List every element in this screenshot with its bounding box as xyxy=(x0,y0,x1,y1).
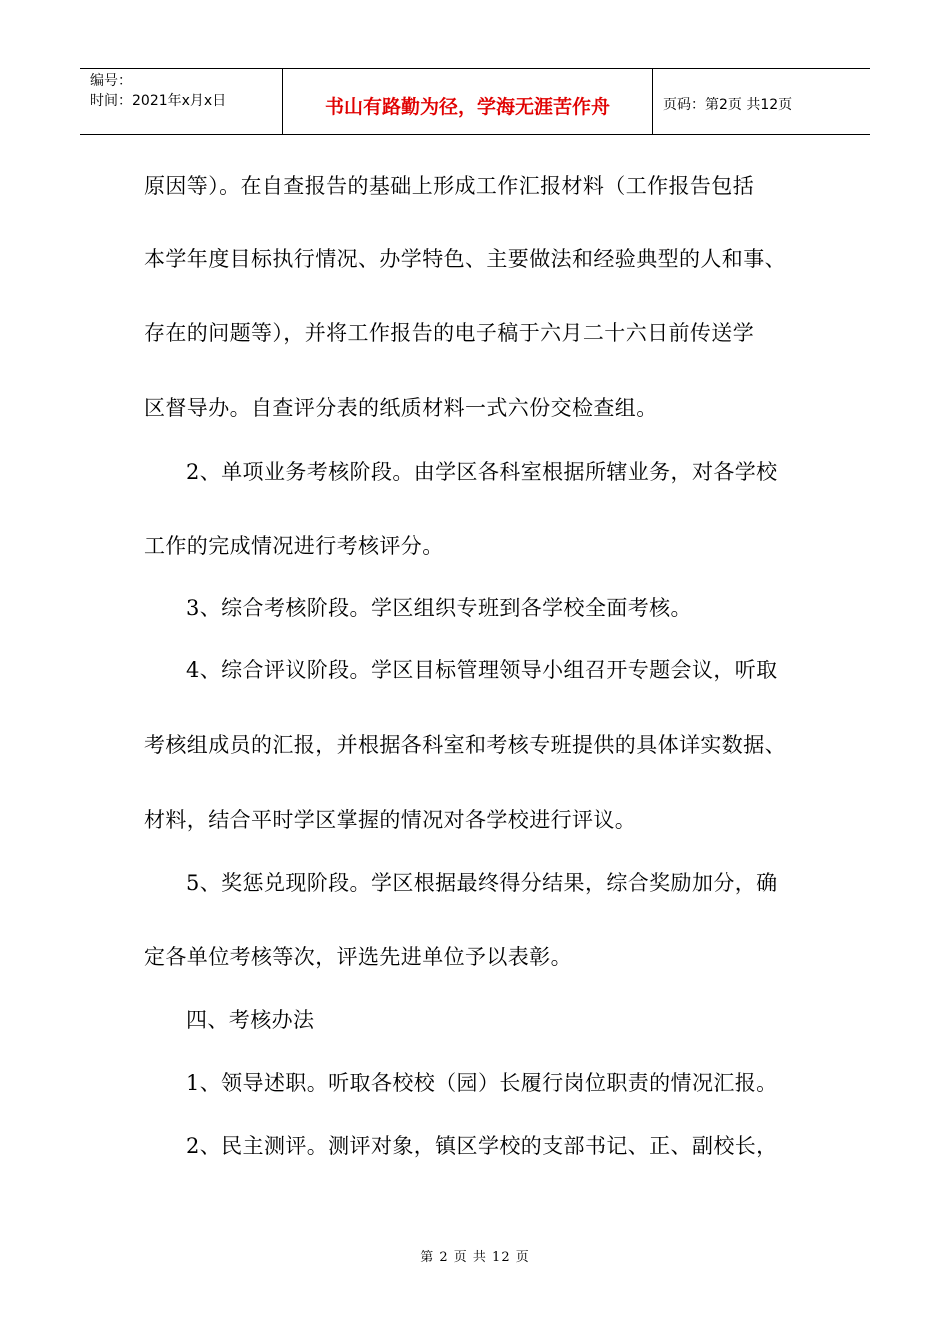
section-heading: 四、考核办法 xyxy=(186,1008,315,1032)
body-line: 定各单位考核等次，评选先进单位予以表彰。 xyxy=(144,945,572,969)
page-footer xyxy=(0,1246,950,1265)
header-motto-cell xyxy=(283,69,653,134)
header-motto: 书山有路勤为径，学海无涯苦作舟 xyxy=(324,96,610,118)
body-line: 存在的问题等），并将工作报告的电子稿于六月二十六日前传送学 xyxy=(144,321,755,345)
header-meta-cell xyxy=(80,69,283,134)
body-line: 4、综合评议阶段。学区目标管理领导小组召开专题会议，听取 xyxy=(186,658,778,682)
body-line: 5、奖惩兑现阶段。学区根据最终得分结果，综合奖励加分，确 xyxy=(186,871,778,895)
body-line: 2、单项业务考核阶段。由学区各科室根据所辖业务，对各学校 xyxy=(186,460,778,484)
body-line: 1、领导述职。听取各校校（园）长履行岗位职责的情况汇报。 xyxy=(186,1071,778,1095)
body-line: 材料，结合平时学区掌握的情况对各学校进行评议。 xyxy=(144,808,637,832)
body-line: 本学年度目标执行情况、办学特色、主要做法和经验典型的人和事、 xyxy=(144,247,786,271)
body-line: 考核组成员的汇报，并根据各科室和考核专班提供的具体详实数据、 xyxy=(144,733,786,757)
document-date: 时间：2021年x月x日 xyxy=(90,93,227,109)
page-header xyxy=(80,68,870,135)
body-line: 区督导办。自查评分表的纸质材料一式六份交检查组。 xyxy=(144,396,658,420)
body-line: 原因等）。在自查报告的基础上形成工作汇报材料（工作报告包括 xyxy=(144,174,755,198)
body-line: 工作的完成情况进行考核评分。 xyxy=(144,534,444,558)
footer-page-number: 第 2 页 共 12 页 xyxy=(420,1250,530,1265)
body-line: 2、民主测评。测评对象，镇区学校的支部书记、正、副校长， xyxy=(186,1134,778,1158)
document-number-label: 编号： xyxy=(90,73,132,89)
body-line: 3、综合考核阶段。学区组织专班到各学校全面考核。 xyxy=(186,596,692,620)
header-page-cell xyxy=(653,69,870,134)
header-page-info: 页码：第2页 共12页 xyxy=(663,96,793,113)
